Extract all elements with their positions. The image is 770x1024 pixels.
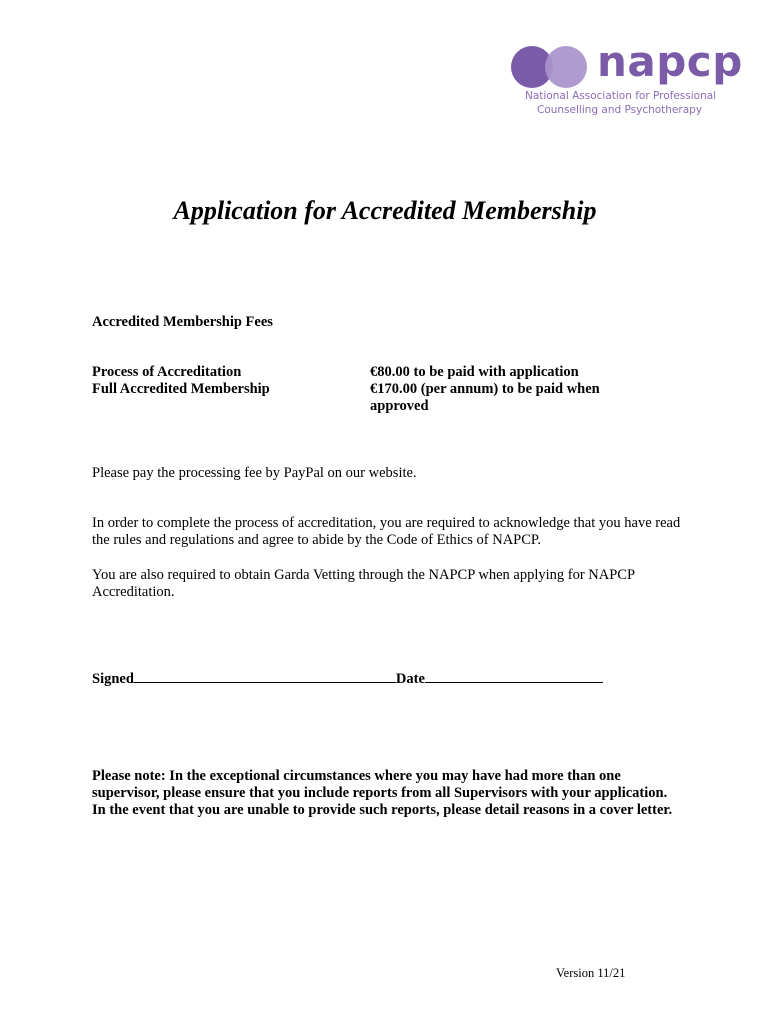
logo-tagline-line2: Counselling and Psychotherapy bbox=[537, 104, 703, 116]
fee-label-full-membership: Full Accredited Membership bbox=[92, 381, 270, 397]
fees-heading: Accredited Membership Fees bbox=[92, 314, 273, 330]
version-label: Version 11/21 bbox=[556, 966, 626, 980]
logo-wordmark: napcp bbox=[597, 37, 743, 86]
supervisor-note: Please note: In the exceptional circumstances where you may have had more than one supervisor, please ensure that you include reports from all Supervisors with your application. In the event that you are unable to provide such reports, please detail reasons in a cover letter. bbox=[92, 768, 673, 818]
logo-circles-icon bbox=[511, 44, 589, 90]
garda-vetting-paragraph: You are also required to obtain Garda Vetting through the NAPCP when applying for NAPCP Accreditation. bbox=[92, 567, 635, 600]
fee-value-full-membership: €170.00 (per annum) to be paid when approved bbox=[370, 381, 600, 414]
signature-line[interactable] bbox=[134, 668, 396, 683]
signature-row bbox=[92, 668, 603, 688]
date-line[interactable] bbox=[425, 668, 603, 683]
napcp-logo bbox=[511, 37, 743, 122]
fee-value-process: €80.00 to be paid with application bbox=[370, 364, 579, 380]
date-label: Date bbox=[395, 671, 425, 687]
acknowledgement-paragraph: In order to complete the process of accreditation, you are required to acknowledge that you have read the rules and regulations and agree to abide by the Code of Ethics of NAPCP. bbox=[92, 515, 681, 548]
signed-label: Signed bbox=[92, 671, 134, 687]
document-title: Application for Accredited Membership bbox=[173, 196, 597, 225]
fee-label-process: Process of Accreditation bbox=[92, 364, 242, 380]
logo-tagline-line1: National Association for Professional bbox=[525, 90, 717, 102]
paypal-instruction: Please pay the processing fee by PayPal on our website. bbox=[92, 465, 417, 481]
